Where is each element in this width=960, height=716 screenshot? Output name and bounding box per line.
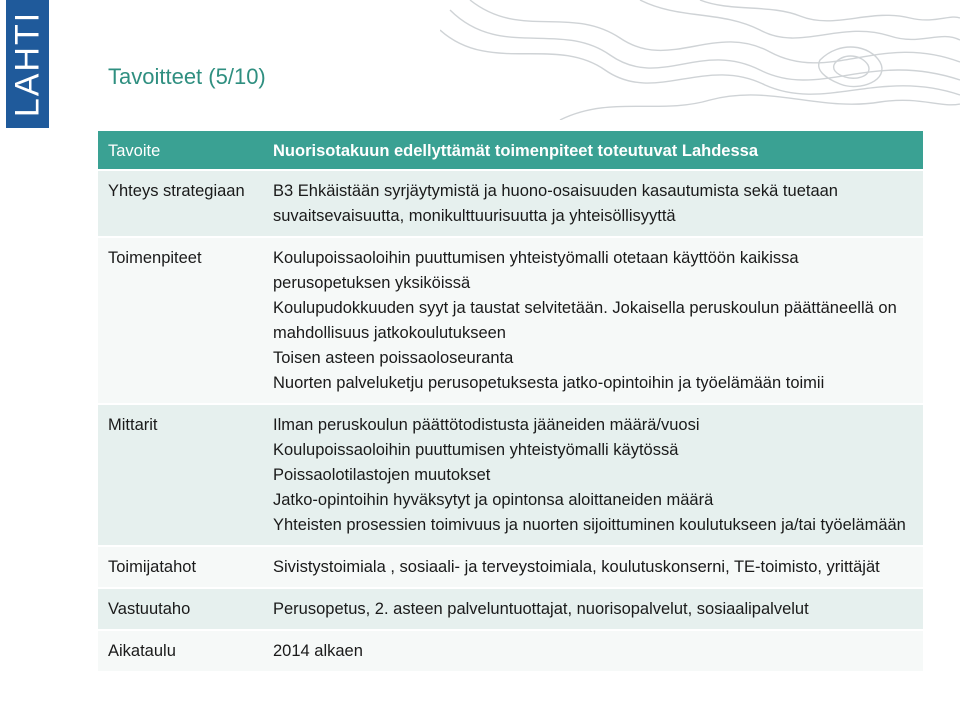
table-row-strategy — [98, 170, 923, 237]
row-line: Yhteisten prosessien toimivuus ja nuorten sijoittuminen koulutukseen ja/tai työelämään — [273, 516, 906, 534]
row-line: B3 Ehkäistään syrjäytymistä ja huono-osaisuuden kasautumista sekä tuetaan suvaitsevaisuutta, monikulttuurisuutta ja yhteisöllisyyttä — [273, 182, 838, 225]
row-value — [263, 404, 923, 546]
row-line: Nuorten palveluketju perusopetuksesta jatko-opintoihin ja työelämään toimii — [273, 374, 825, 392]
row-line: Koulupudokkuuden syyt ja taustat selvitetään. Jokaisella peruskoulun päättäneellä on mahdollisuus jatkokoulutukseen — [273, 299, 897, 342]
row-value — [263, 630, 923, 672]
table-header-row — [98, 131, 923, 170]
row-label: Toimenpiteet — [98, 237, 263, 404]
table-row-schedule — [98, 630, 923, 672]
row-label: Toimijatahot — [98, 546, 263, 588]
row-line: 2014 alkaen — [273, 642, 363, 660]
row-line: Koulupoissaoloihin puuttumisen yhteistyömalli käytössä — [273, 441, 679, 459]
row-label: Mittarit — [98, 404, 263, 546]
page-title: Tavoitteet (5/10) — [108, 64, 266, 89]
logo-text: LAHTI — [8, 10, 46, 118]
row-line: Jatko-opintoihin hyväksytyt ja opintonsa aloittaneiden määrä — [273, 491, 714, 509]
row-value — [263, 546, 923, 588]
row-label: Yhteys strategiaan — [98, 170, 263, 237]
row-line: Koulupoissaoloihin puuttumisen yhteistyömalli otetaan käyttöön kaikissa perusopetuksen yksiköissä — [273, 249, 799, 292]
goals-table — [98, 131, 923, 673]
header-label: Tavoite — [98, 131, 263, 170]
contour-lines-decoration — [440, 0, 960, 120]
row-line: Perusopetus, 2. asteen palveluntuottajat, nuorisopalvelut, sosiaalipalvelut — [273, 600, 809, 618]
row-label: Vastuutaho — [98, 588, 263, 630]
row-line: Ilman peruskoulun päättötodistusta jääneiden määrä/vuosi — [273, 416, 700, 434]
row-line: Sivistystoimiala , sosiaali- ja terveystoimiala, koulutuskonserni, TE-toimisto, yrittäjät — [273, 558, 880, 576]
lahti-logo — [6, 0, 49, 128]
row-line: Toisen asteen poissaoloseuranta — [273, 349, 514, 367]
table-row-metrics — [98, 404, 923, 546]
header-value: Nuorisotakuun edellyttämät toimenpiteet toteutuvat Lahdessa — [263, 131, 923, 170]
row-value — [263, 170, 923, 237]
row-value — [263, 588, 923, 630]
row-line: Poissaolotilastojen muutokset — [273, 466, 491, 484]
table-row-actors — [98, 546, 923, 588]
table-row-actions — [98, 237, 923, 404]
row-label: Aikataulu — [98, 630, 263, 672]
table-row-responsible — [98, 588, 923, 630]
row-value — [263, 237, 923, 404]
